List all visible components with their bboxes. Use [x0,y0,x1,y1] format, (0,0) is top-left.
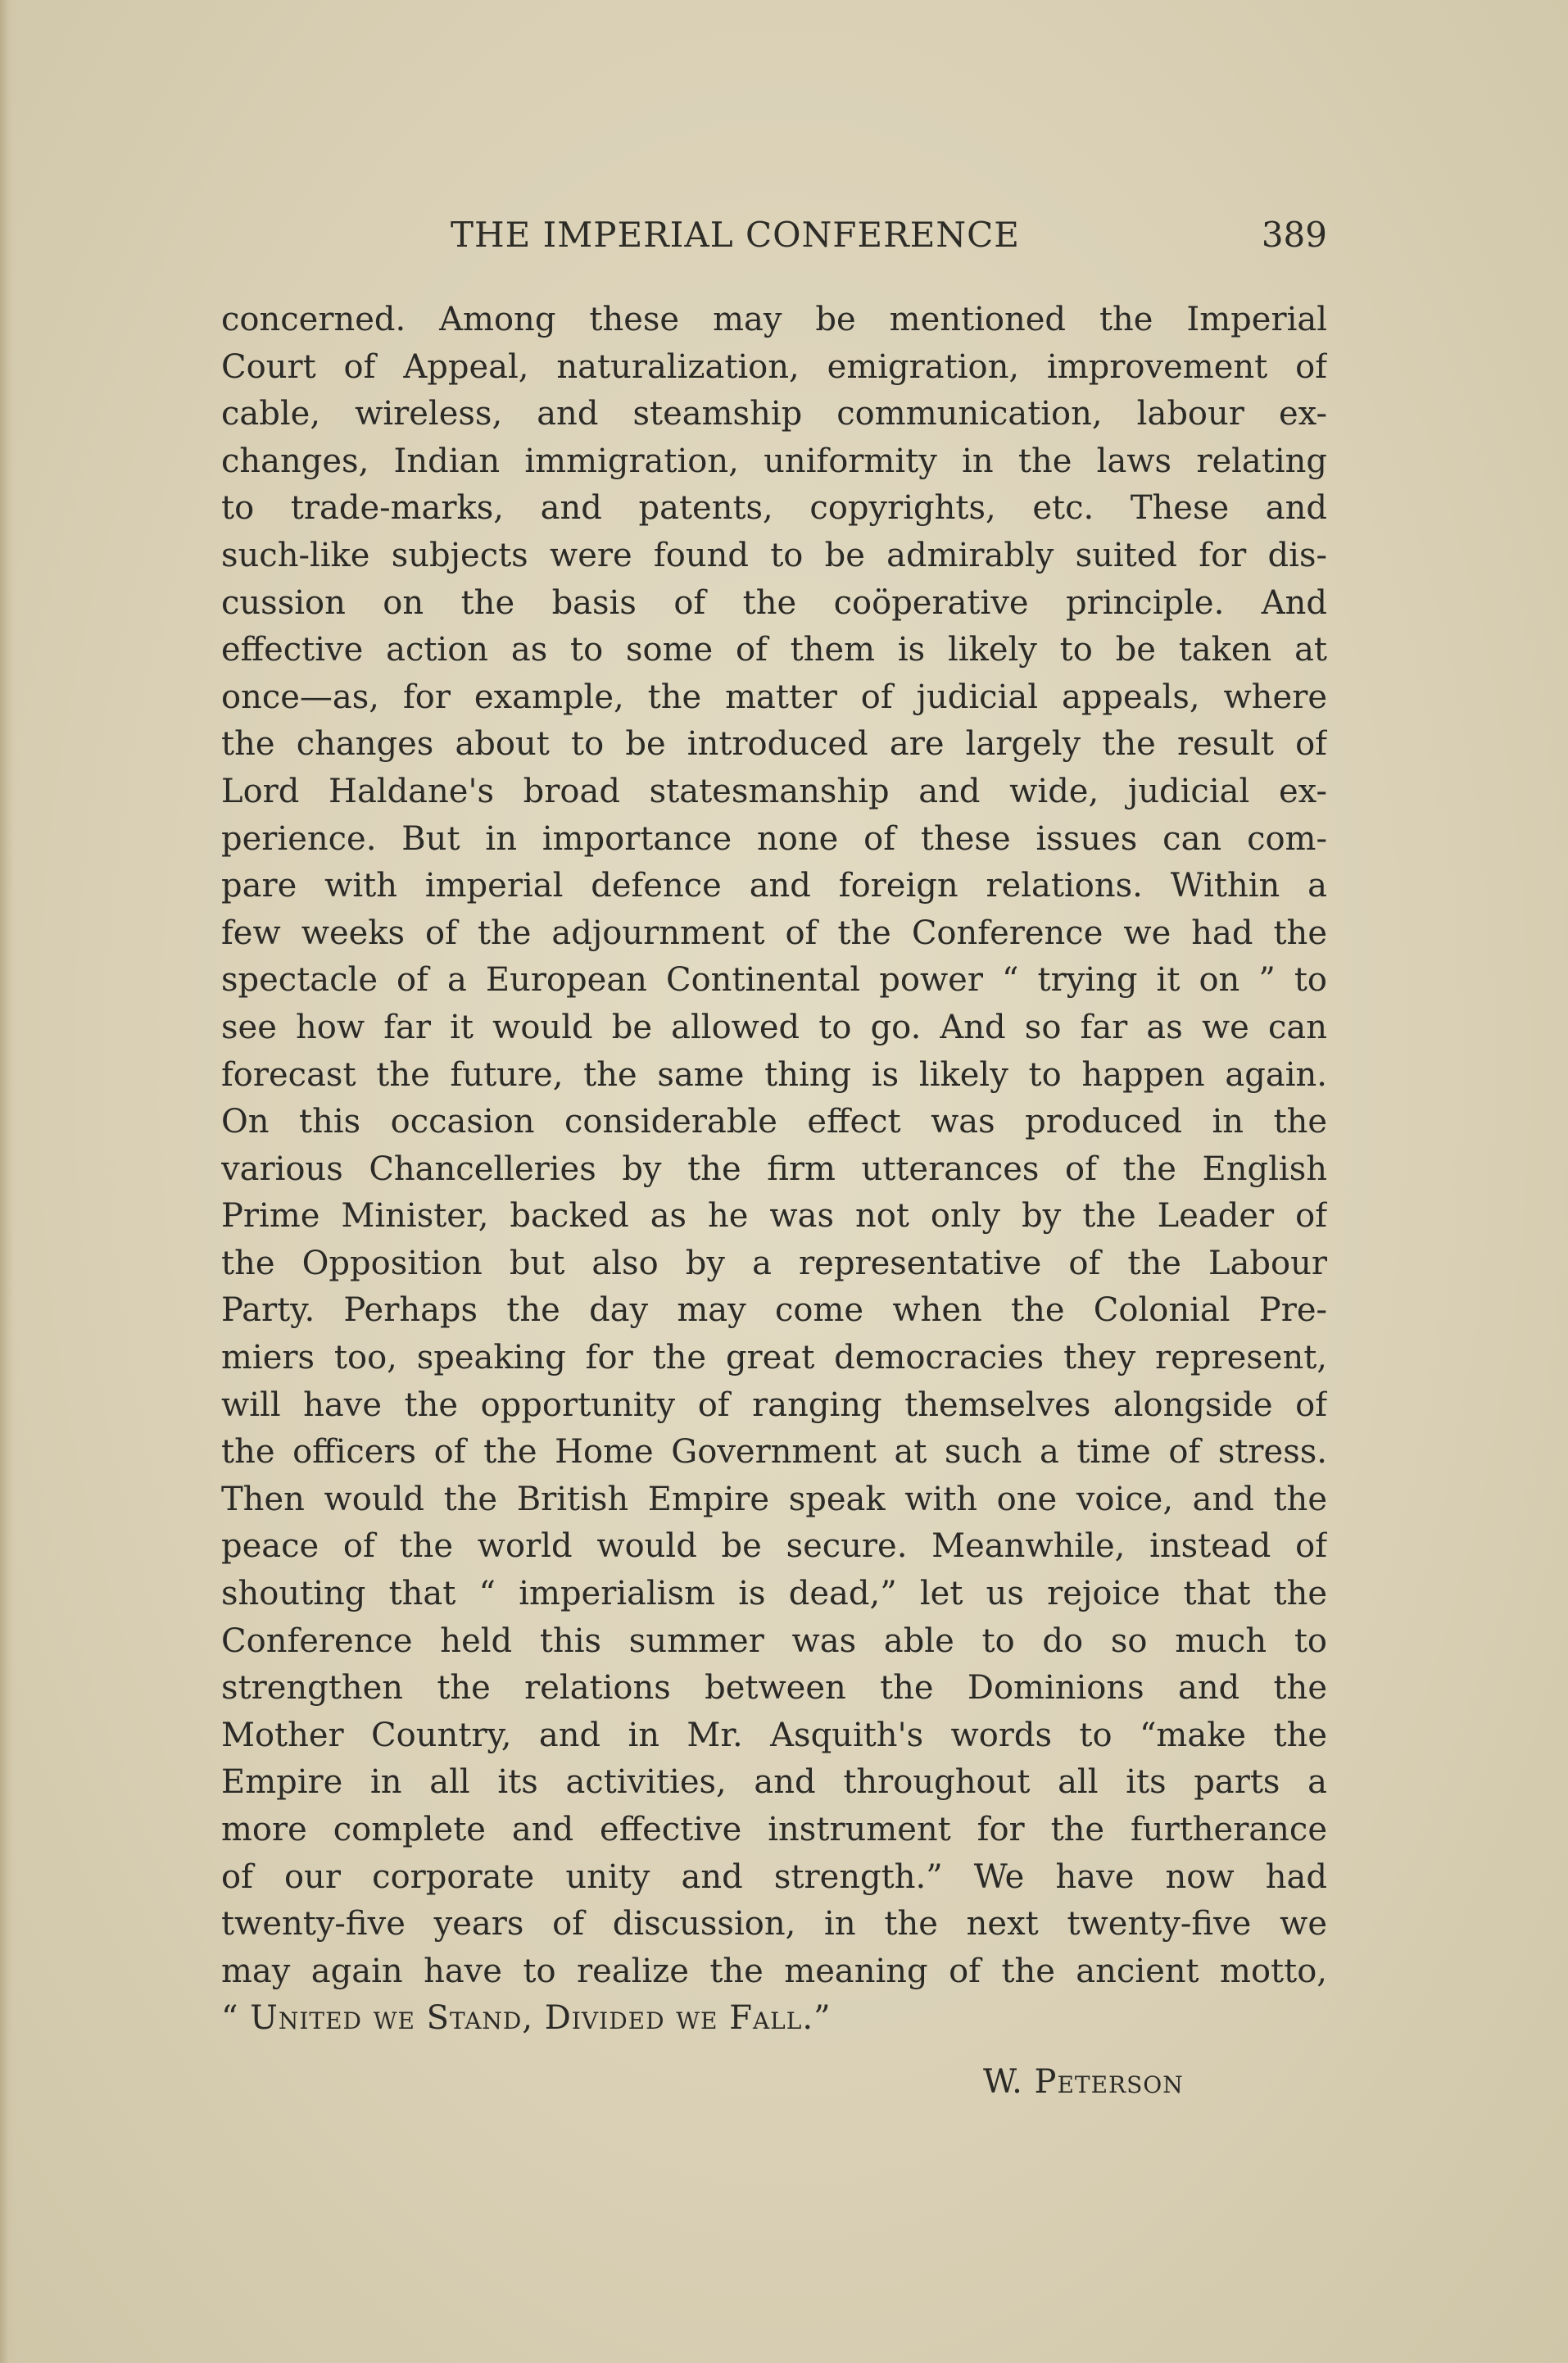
text-line: perience. But in importance none of these issues can com- [221,819,1327,858]
text-line: On this occasion considerable effect was produced in the [221,1103,1327,1141]
text-line: concerned. Among these may be mentioned the Imperial [221,301,1327,338]
text-line: more complete and effective instrument for the furtherance [221,1811,1327,1848]
text-line: changes, Indian immigration, uniformity in the laws relating [221,442,1327,480]
text-line: few weeks of the adjournment of the Conference we had the [221,914,1327,952]
text-line: Then would the British Empire speak with one voice, and the [221,1480,1327,1518]
text-line: spectacle of a European Continental power “ trying it on ” to [221,961,1327,1000]
page-number: 389 [1261,215,1327,255]
text-line: Empire in all its activities, and throughout all its parts a [221,1763,1327,1802]
text-line: Prime Minister, backed as he was not only by the Leader of [221,1197,1327,1236]
text-line: of our corporate unity and strength.” We have now had [221,1857,1327,1896]
body-text [221,297,1327,2043]
text-line: Mother Country, and in Mr. Asquith's words to “make the [221,1716,1327,1754]
text-line: the Opposition but also by a representative of the Labour [221,1244,1327,1282]
author-signature: W. Peterson [983,2063,1184,2101]
text-line: see how far it would be allowed to go. And so far as we can [221,1008,1327,1046]
text-line: Conference held this summer was able to do so much to [221,1621,1327,1660]
running-header [221,215,1327,264]
text-line: Lord Haldane's broad statesmanship and wide, judicial ex- [221,772,1327,810]
text-line: miers too, speaking for the great democracies they represent, [221,1339,1327,1377]
text-line: forecast the future, the same thing is likely to happen again. [221,1055,1327,1094]
page-edge-shadow [0,0,15,2363]
text-line: Party. Perhaps the day may come when the Colonial Pre- [221,1291,1327,1330]
text-line: once—as, for example, the matter of judicial appeals, where [221,678,1327,716]
text-line: the changes about to be introduced are largely the result of [221,725,1327,764]
text-line: to trade-marks, and patents, copyrights, etc. These and [221,489,1327,528]
text-line: strengthen the relations between the Dominions and the [221,1669,1327,1708]
text-line: various Chancelleries by the firm utterances of the English [221,1150,1327,1188]
running-title: THE IMPERIAL CONFERENCE [451,215,1020,255]
text-line: will have the opportunity of ranging themselves alongside of [221,1386,1327,1424]
text-line: may again have to realize the meaning of the ancient motto, [221,1952,1327,1990]
text-line: peace of the world would be secure. Meanwhile, instead of [221,1527,1327,1566]
text-line: twenty-five years of discussion, in the next twenty-five we [221,1905,1327,1943]
text-line: cable, wireless, and steamship communication, labour ex- [221,395,1327,433]
text-line: cussion on the basis of the coöperative principle. And [221,583,1327,622]
text-line: pare with imperial defence and foreign relations. Within a [221,867,1327,905]
text-line: Court of Appeal, naturalization, emigration, improvement of [221,347,1327,386]
text-line: such-like subjects were found to be admirably suited for dis- [221,536,1327,574]
text-line: effective action as to some of them is likely to be taken at [221,631,1327,669]
text-line: shouting that “ imperialism is dead,” let us rejoice that the [221,1575,1327,1613]
text-line: the officers of the Home Government at such a time of stress. [221,1433,1327,1472]
motto-line: “ United we Stand, Divided we Fall.” [221,1999,832,2038]
